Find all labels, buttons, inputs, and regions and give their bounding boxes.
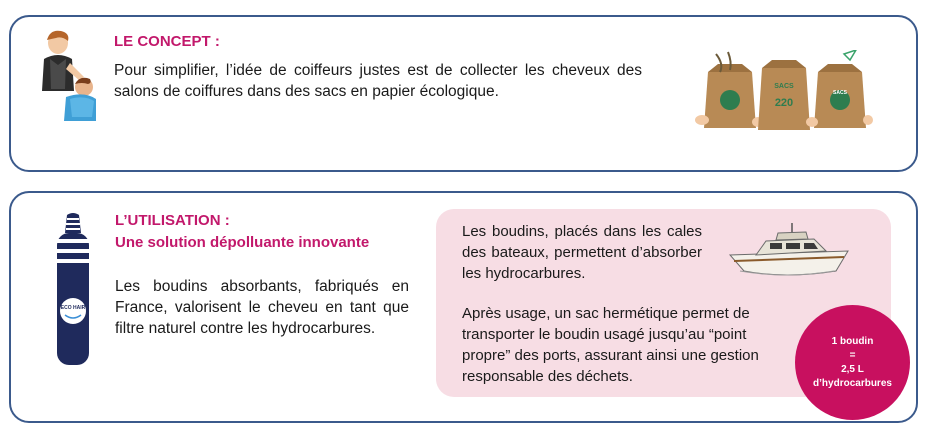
utilisation-body: Les boudins absorbants, fabriqués en France, valorisent le cheveu en tant que filtre naturel contre les hydrocarbures. bbox=[115, 278, 409, 337]
utilisation-subheading: Une solution dépolluante innovante bbox=[115, 234, 370, 251]
boom-logo: ECO HAIR bbox=[60, 305, 86, 311]
bag-label-1: SACS bbox=[774, 83, 794, 90]
utilisation-heading: L’UTILISATION : bbox=[115, 212, 230, 229]
utilisation-card bbox=[9, 191, 918, 423]
boat-illustration bbox=[726, 221, 856, 281]
concept-card bbox=[9, 15, 918, 172]
concept-body: Pour simplifier, l’idée de coiffeurs justes est de collecter les cheveux des salons de coiffures dans des sacs en papier écologique. bbox=[114, 62, 642, 100]
badge-line-2: = bbox=[849, 349, 856, 361]
badge-line-4: d’hydrocarbures bbox=[813, 377, 892, 389]
hairdresser-illustration bbox=[36, 29, 98, 124]
capacity-badge bbox=[795, 305, 910, 420]
absorbent-boom-illustration bbox=[45, 211, 101, 371]
badge-line-1: 1 boudin bbox=[831, 335, 874, 347]
badge-line-3: 2,5 L bbox=[841, 363, 864, 375]
usage-info-1: Les boudins, placés dans les cales des bateaux, permettent d’absorber les hydrocarbures. bbox=[462, 223, 702, 282]
bag-label-3: SACS bbox=[833, 90, 847, 96]
usage-info-2: Après usage, un sac hermétique permet de transporter le boudin usagé jusqu’au “point propre” des ports, assurant ainsi une gestion responsable des déchets. bbox=[462, 305, 759, 385]
concept-heading: LE CONCEPT : bbox=[114, 33, 220, 50]
bag-label-2: 220 bbox=[774, 97, 794, 109]
paper-bags-illustration bbox=[694, 50, 874, 138]
